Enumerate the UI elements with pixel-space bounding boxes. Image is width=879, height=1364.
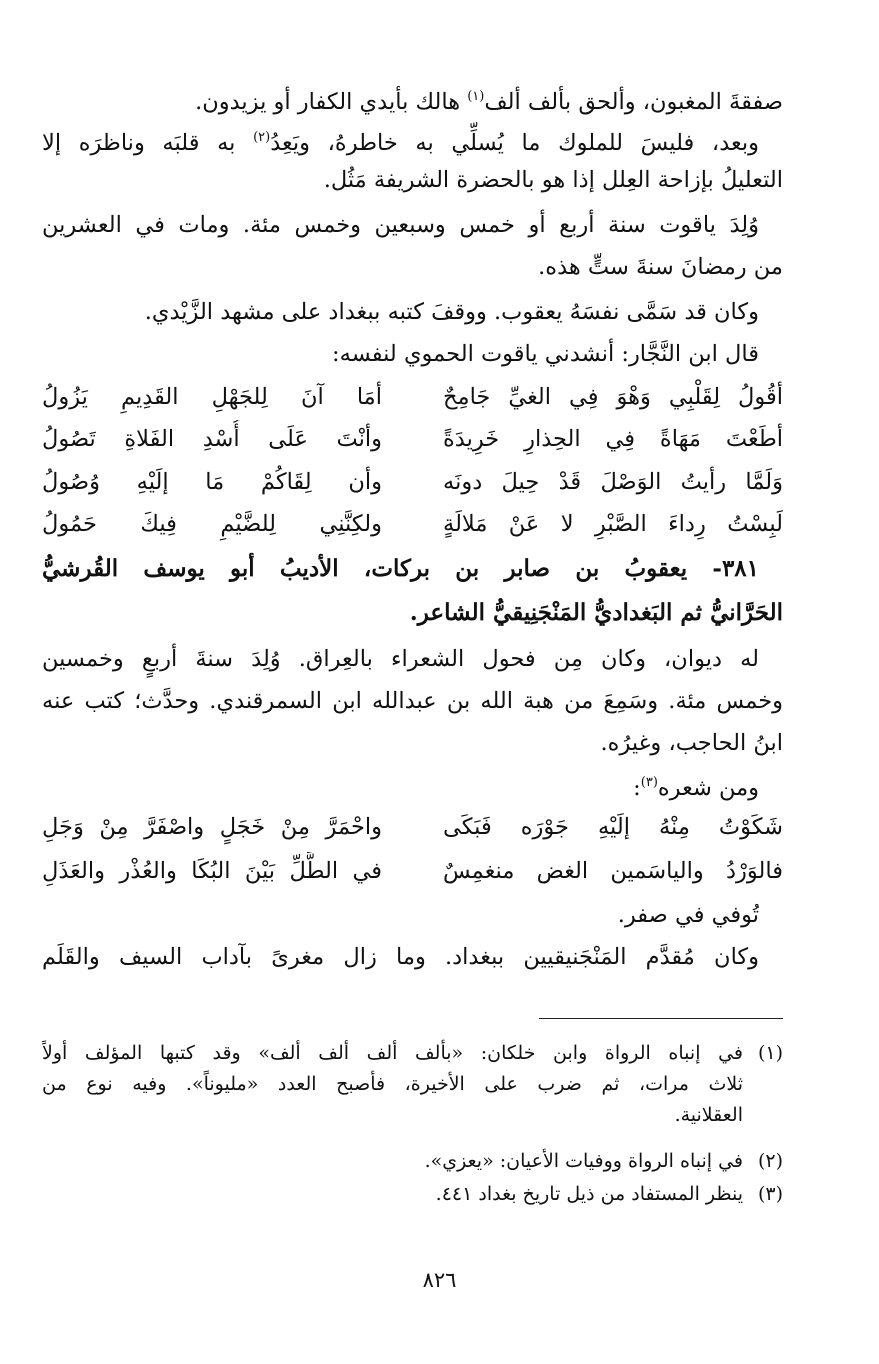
footnote-number: (٢) xyxy=(757,1150,783,1172)
paragraph-line: صفقةَ المغبون، وألحق بألف ألف$^{(١)}$ هالك بأيدي الكفار أو يزيدون. xyxy=(195,89,783,115)
verse-first-half: شَكَوْتُ مِنْهُ إلَيْهِ جَوْرَه فَبَكَى xyxy=(443,814,783,840)
footnote-line: (٣)ينظر المستفاد من ذيل تاريخ بغداد ٤٤١. xyxy=(42,1179,783,1209)
entry-heading: ٣٨١- يعقوبُ بن صابر بن بركات، الأديبُ أبو يوسف القُرشيُّ xyxy=(42,555,759,582)
poem-verse xyxy=(42,463,783,501)
verse-first-half: لَبِسْتُ رِداءَ الصَّبْرِ لا عَنْ مَلالَةٍ xyxy=(443,511,783,537)
poem-verse xyxy=(42,378,783,416)
footnote-number: (١) xyxy=(757,1042,783,1064)
verse-first-half: وَلَمَّا رأيتُ الوَصْلَ قَدْ حِيلَ دونَه xyxy=(443,469,783,495)
paragraph-line: له ديوان، وكان مِن فحول الشعراء بالعِراق. وُلِدَ سنةَ أربعٍ وخمسين xyxy=(42,646,759,672)
entry-heading: الحَرَّانيُّ ثم البَغداديُّ المَنْجَنِيقيُّ الشاعر. xyxy=(409,599,783,626)
footnote-marker[interactable]: (٢) xyxy=(253,130,271,145)
verse-second-half: أمَا آنَ لِلجَهْلِ القَدِيمِ يَزُولُ xyxy=(42,384,382,410)
paragraph-line: وُلِدَ ياقوت سنة أربع أو خمس وسبعين وخمس مئة. ومات في العشرين xyxy=(42,212,759,238)
poem-verse xyxy=(42,808,783,846)
footnote-line: (٢)في إنباه الرواة ووفيات الأعيان: «يعزي». xyxy=(42,1146,783,1176)
verse-first-half: أطَعْتَ مَهَاةً فِي الحِذارِ خَرِيدَةً xyxy=(443,426,783,452)
verse-second-half: وأنْتَ عَلَى أُسْدِ الفَلاةِ تَصُولُ xyxy=(42,426,382,452)
paragraph-line: تُوفي في صفر. xyxy=(617,902,759,928)
paragraph-line: وكان قد سَمَّى نفسَهُ يعقوب. ووقفَ كتبه ببغداد على مشهد الزَّيْدي. xyxy=(144,299,759,325)
paragraph-line: من رمضانَ سنةَ ستٍّ هذه. xyxy=(538,254,783,280)
verse-first-half: فالوَرْدُ والياسَمين الغض منغمِسٌ xyxy=(443,858,783,884)
poem-verse xyxy=(42,852,783,890)
verse-second-half: وأن لِقَاكُمْ مَا إلَيْهِ وُصُولُ xyxy=(42,469,382,495)
footnote-marker[interactable]: (١) xyxy=(467,89,485,104)
paragraph-line: وكان مُقدَّم المَنْجَنيقيين ببغداد. وما زال مغرىً بآداب السيف والقَلَم xyxy=(42,944,759,970)
footnote-line: العقلانية. xyxy=(674,1104,743,1126)
verse-second-half: ولكِنَّنِي لِلضَّيْمِ فِيكَ حَمُولُ xyxy=(42,511,382,537)
paragraph-line: التعليلُ بإزاحة العِلل إذا هو بالحضرة الشريفة مَثُل. xyxy=(323,167,783,193)
footnote-separator xyxy=(539,1018,783,1019)
verse-second-half: واحْمَرَّ مِنْ خَجَلٍ واصْفَرَّ مِنْ وَجَلِ xyxy=(42,814,382,840)
paragraph-line: ابنُ الحاجب، وغيرُه. xyxy=(600,730,783,756)
poem-verse xyxy=(42,505,783,543)
paragraph-line: ومن شعره$^{(٣)}$: xyxy=(633,775,759,801)
paragraph-line: وبعد، فليسَ للملوك ما يُسلِّي به خاطرهُ، ويَعِدُ$^{(٢)}$ به قلبَه وناظرَه إلا xyxy=(42,130,759,156)
footnote-line: (١)في إنباه الرواة وابن خلكان: «بألف ألف ألف ألف» وقد كتبها المؤلف أولاً xyxy=(42,1038,783,1068)
verse-first-half: أقُولُ لِقَلْبِي وَهْوَ فِي الغيِّ جَامِحٌ xyxy=(443,384,783,410)
footnote-line: ثلاث مرات، ثم ضرب على الأخيرة، فأصبح العدد «مليوناً». وفيه نوع من xyxy=(42,1073,743,1095)
paragraph-line: قال ابن النَّجَّار: أنشدني ياقوت الحموي لنفسه: xyxy=(332,341,759,367)
paragraph-line: وخمس مئة. وسَمِعَ من هبة الله بن عبدالله ابن السمرقندي. وحدَّث؛ كتب عنه xyxy=(42,688,783,714)
page-number: ٨٢٦ xyxy=(422,1268,457,1292)
footnote-marker[interactable]: (٣) xyxy=(640,775,658,790)
verse-second-half: في الطَّلِّ بَيْنَ البُكَا والعُذْر والعَذَلِ xyxy=(42,858,382,884)
footnote-number: (٣) xyxy=(757,1183,783,1205)
poem-verse xyxy=(42,420,783,458)
